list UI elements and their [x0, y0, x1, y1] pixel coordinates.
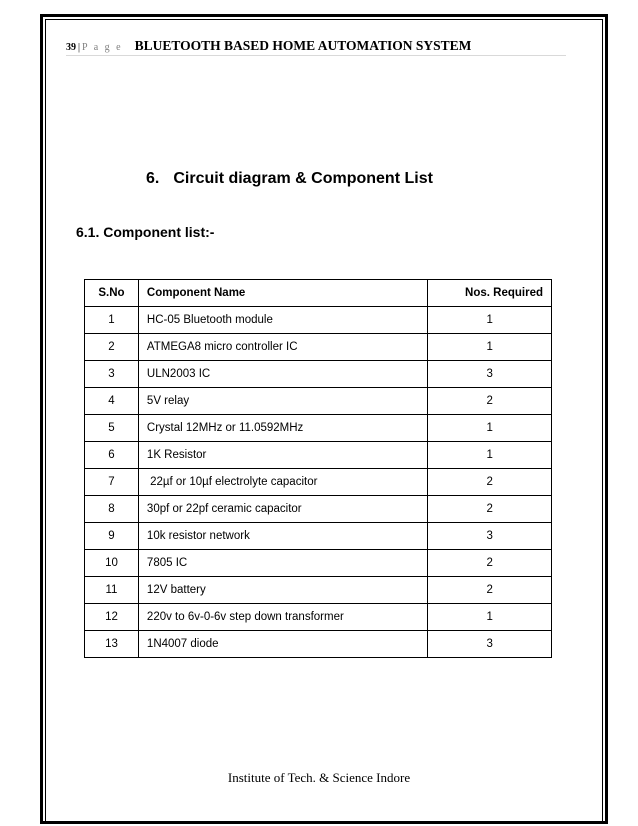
cell-component-name: Crystal 12MHz or 11.0592MHz	[138, 415, 427, 442]
cell-sno: 11	[85, 577, 139, 604]
table-row	[85, 334, 552, 361]
table-row	[85, 523, 552, 550]
page-header	[66, 37, 566, 57]
table-row	[85, 631, 552, 658]
cell-component-name: 22µf or 10µf electrolyte capacitor	[138, 469, 427, 496]
page-separator: |	[78, 42, 81, 53]
cell-sno: 10	[85, 550, 139, 577]
cell-nos-required: 2	[428, 496, 552, 523]
cell-sno: 6	[85, 442, 139, 469]
cell-component-name: 10k resistor network	[138, 523, 427, 550]
cell-component-name: 12V battery	[138, 577, 427, 604]
cell-nos-required: 3	[428, 361, 552, 388]
cell-component-name: 1K Resistor	[138, 442, 427, 469]
cell-sno: 13	[85, 631, 139, 658]
table-row	[85, 550, 552, 577]
cell-nos-required: 2	[428, 388, 552, 415]
document-title: BLUETOOTH BASED HOME AUTOMATION SYSTEM	[134, 38, 472, 53]
section-number: 6.	[146, 170, 160, 187]
cell-sno: 12	[85, 604, 139, 631]
cell-nos-required: 1	[428, 415, 552, 442]
cell-nos-required: 1	[428, 604, 552, 631]
column-header-nos-required: Nos. Required	[428, 280, 552, 307]
column-header-component-name: Component Name	[138, 280, 427, 307]
cell-nos-required: 1	[428, 307, 552, 334]
cell-sno: 7	[85, 469, 139, 496]
cell-nos-required: 2	[428, 550, 552, 577]
cell-component-name: 1N4007 diode	[138, 631, 427, 658]
cell-nos-required: 2	[428, 469, 552, 496]
table-row	[85, 442, 552, 469]
cell-sno: 4	[85, 388, 139, 415]
cell-nos-required: 3	[428, 631, 552, 658]
cell-component-name: ATMEGA8 micro controller IC	[138, 334, 427, 361]
cell-component-name: 5V relay	[138, 388, 427, 415]
cell-sno: 8	[85, 496, 139, 523]
page-label: P a g e	[82, 42, 123, 53]
table-row	[85, 604, 552, 631]
subsection-heading: 6.1. Component list:-	[76, 224, 215, 240]
table-row	[85, 361, 552, 388]
cell-component-name: ULN2003 IC	[138, 361, 427, 388]
header-rule	[66, 55, 566, 56]
cell-component-name: HC-05 Bluetooth module	[138, 307, 427, 334]
cell-nos-required: 3	[428, 523, 552, 550]
cell-sno: 2	[85, 334, 139, 361]
cell-sno: 1	[85, 307, 139, 334]
table-row	[85, 577, 552, 604]
cell-nos-required: 2	[428, 577, 552, 604]
page-footer: Institute of Tech. & Science Indore	[227, 770, 411, 785]
column-header-sno: S.No	[85, 280, 139, 307]
component-table	[84, 279, 552, 658]
table-row	[85, 307, 552, 334]
section-heading	[146, 170, 433, 188]
table-row	[85, 415, 552, 442]
cell-component-name: 7805 IC	[138, 550, 427, 577]
table-row	[85, 496, 552, 523]
page-number: 39	[66, 42, 76, 53]
cell-sno: 9	[85, 523, 139, 550]
cell-component-name: 220v to 6v-0-6v step down transformer	[138, 604, 427, 631]
cell-nos-required: 1	[428, 334, 552, 361]
cell-sno: 5	[85, 415, 139, 442]
section-title: Circuit diagram & Component List	[173, 170, 433, 187]
table-row	[85, 469, 552, 496]
cell-component-name: 30pf or 22pf ceramic capacitor	[138, 496, 427, 523]
cell-nos-required: 1	[428, 442, 552, 469]
table-header-row	[85, 280, 552, 307]
cell-sno: 3	[85, 361, 139, 388]
table-row	[85, 388, 552, 415]
